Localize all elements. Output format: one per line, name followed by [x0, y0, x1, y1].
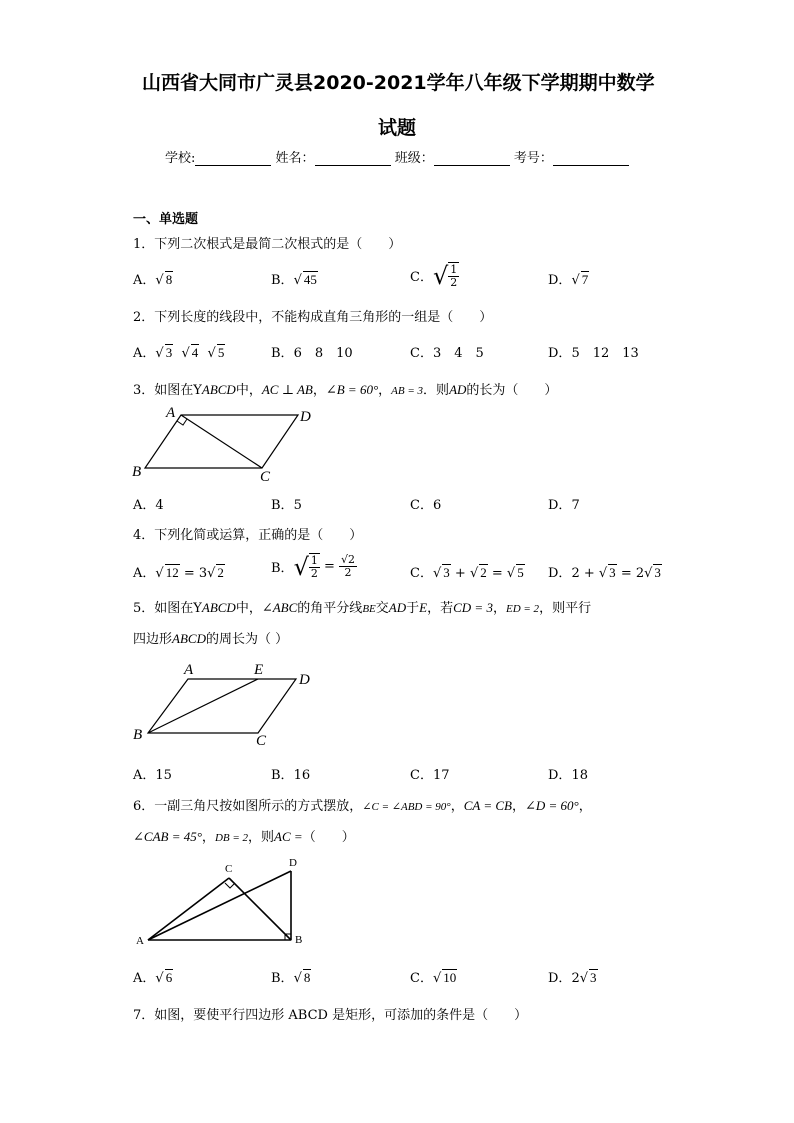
section-title: 一、单选题 — [133, 212, 199, 227]
q1-option-b[interactable]: B．√ 45 — [271, 272, 317, 288]
q2-option-d[interactable]: D．5 12 13 — [548, 346, 639, 361]
q1-option-c[interactable]: C． √ $\frac{1}{2}$ — [410, 261, 458, 290]
q7-stem: 7．如图，要使平行四边形 ABCD 是矩形，可添加的条件是（ ） — [133, 1008, 528, 1023]
radical-icon: √ — [155, 273, 164, 288]
radical-icon: √ — [293, 273, 302, 288]
q3-label-c: C — [260, 469, 271, 484]
class-field[interactable] — [434, 152, 510, 166]
q4-option-d[interactable]: D．2 + √ 3 = 2√ 3 — [548, 565, 661, 581]
q4-stem: 4．下列化简或运算，正确的是（ ） — [133, 528, 363, 543]
q6-stem-line1: 6．一副三角尺按如图所示的方式摆放，∠C = ∠ABD = 90°，CA = CB，∠D = 60°， — [133, 798, 592, 814]
q6-label-d: D — [289, 857, 297, 869]
q5-option-d[interactable]: D．18 — [548, 768, 588, 783]
q3-option-b[interactable]: B．5 — [271, 498, 302, 513]
q6-label-b: B — [295, 934, 303, 946]
q5-label-e: E — [254, 662, 264, 678]
q1-stem: 1．下列二次根式是最简二次根式的是（ ） — [133, 237, 402, 252]
q5-bisector-be — [148, 679, 258, 733]
q5-stem-line1: 5．如图在YABCD中，∠ABC的角平分线BE交AD于E，若CD = 3，ED = 2，则平行 — [133, 600, 592, 616]
name-field[interactable] — [315, 152, 391, 166]
q3-label-d: D — [300, 409, 311, 425]
q5-option-b[interactable]: B．16 — [271, 768, 311, 783]
q5-figure — [128, 658, 328, 750]
q3-right-angle-mark — [177, 419, 187, 425]
q6-option-c[interactable]: C．√ 10 — [410, 970, 457, 986]
q6-side-ad — [148, 871, 291, 940]
radical-icon: √ — [432, 261, 449, 290]
q5-label-b: B — [133, 727, 143, 743]
q4-option-b[interactable]: B． √ $\frac{1}{2}$ = $\frac{√2}{2}$ — [271, 552, 356, 581]
q6-right-angle-c — [225, 883, 235, 888]
q5-label-c: C — [256, 733, 267, 749]
q5-label-d: D — [299, 672, 310, 688]
radical-icon: √ — [571, 273, 580, 288]
q5-parallelogram — [148, 679, 296, 733]
q2-option-b[interactable]: B．6 8 10 — [271, 346, 353, 361]
parallelogram-icon: Y — [193, 383, 202, 398]
id-field[interactable] — [553, 152, 629, 166]
q6-option-d[interactable]: D．2√ 3 — [548, 970, 597, 986]
page-title-line1: 山西省大同市广灵县2020-2021学年八年级下学期期中数学 — [142, 72, 655, 94]
q6-label-c: C — [225, 863, 233, 875]
q3-diagonal-ac — [181, 415, 262, 468]
q3-label-a: A — [166, 405, 176, 421]
q1-option-a[interactable]: A．√ 8 — [133, 272, 173, 288]
q4-option-c[interactable]: C．√ 3 + √ 2 = √ 5 — [410, 565, 524, 581]
name-label: 姓名： — [275, 151, 315, 166]
q2-option-c[interactable]: C．3 4 5 — [410, 346, 484, 361]
q3-figure — [128, 402, 328, 484]
school-field[interactable] — [195, 152, 271, 166]
q3-option-a[interactable]: A．4 — [133, 498, 164, 513]
q2-option-a[interactable]: A．√ 3 √ 4 √ 5 — [133, 345, 225, 361]
q2-stem: 2．下列长度的线段中，不能构成直角三角形的一组是（ ） — [133, 310, 493, 325]
q3-option-d[interactable]: D．7 — [548, 498, 580, 513]
q1-option-d[interactable]: D．√ 7 — [548, 272, 589, 288]
q6-stem-line2: ∠CAB = 45°，DB = 2，则AC =（ ） — [133, 829, 355, 845]
q4-option-a[interactable]: A．√ 12 = 3√ 2 — [133, 565, 224, 581]
q5-option-a[interactable]: A．15 — [133, 768, 172, 783]
q6-label-a: A — [136, 935, 144, 947]
q5-option-c[interactable]: C．17 — [410, 768, 450, 783]
q3-stem: 3．如图在YABCD中，AC ⊥ AB，∠B = 60°，AB = 3．则AD的长为（ ） — [133, 382, 558, 398]
id-label: 考号： — [513, 151, 553, 166]
school-label: 学校: — [165, 151, 196, 166]
q6-side-ac — [148, 878, 229, 940]
q6-side-cb — [229, 878, 291, 940]
q6-option-b[interactable]: B．√ 8 — [271, 970, 311, 986]
student-info-row — [165, 147, 629, 166]
parallelogram-icon: Y — [193, 601, 202, 616]
q6-figure — [130, 852, 320, 952]
class-label: 班级： — [394, 151, 434, 166]
q3-option-c[interactable]: C．6 — [410, 498, 442, 513]
q3-label-b: B — [132, 464, 142, 480]
q6-option-a[interactable]: A．√ 6 — [133, 970, 173, 986]
page-title-line2: 试题 — [378, 117, 417, 139]
q5-stem-line2: 四边形ABCD的周长为（ ） — [133, 631, 289, 647]
q5-label-a: A — [184, 662, 194, 678]
